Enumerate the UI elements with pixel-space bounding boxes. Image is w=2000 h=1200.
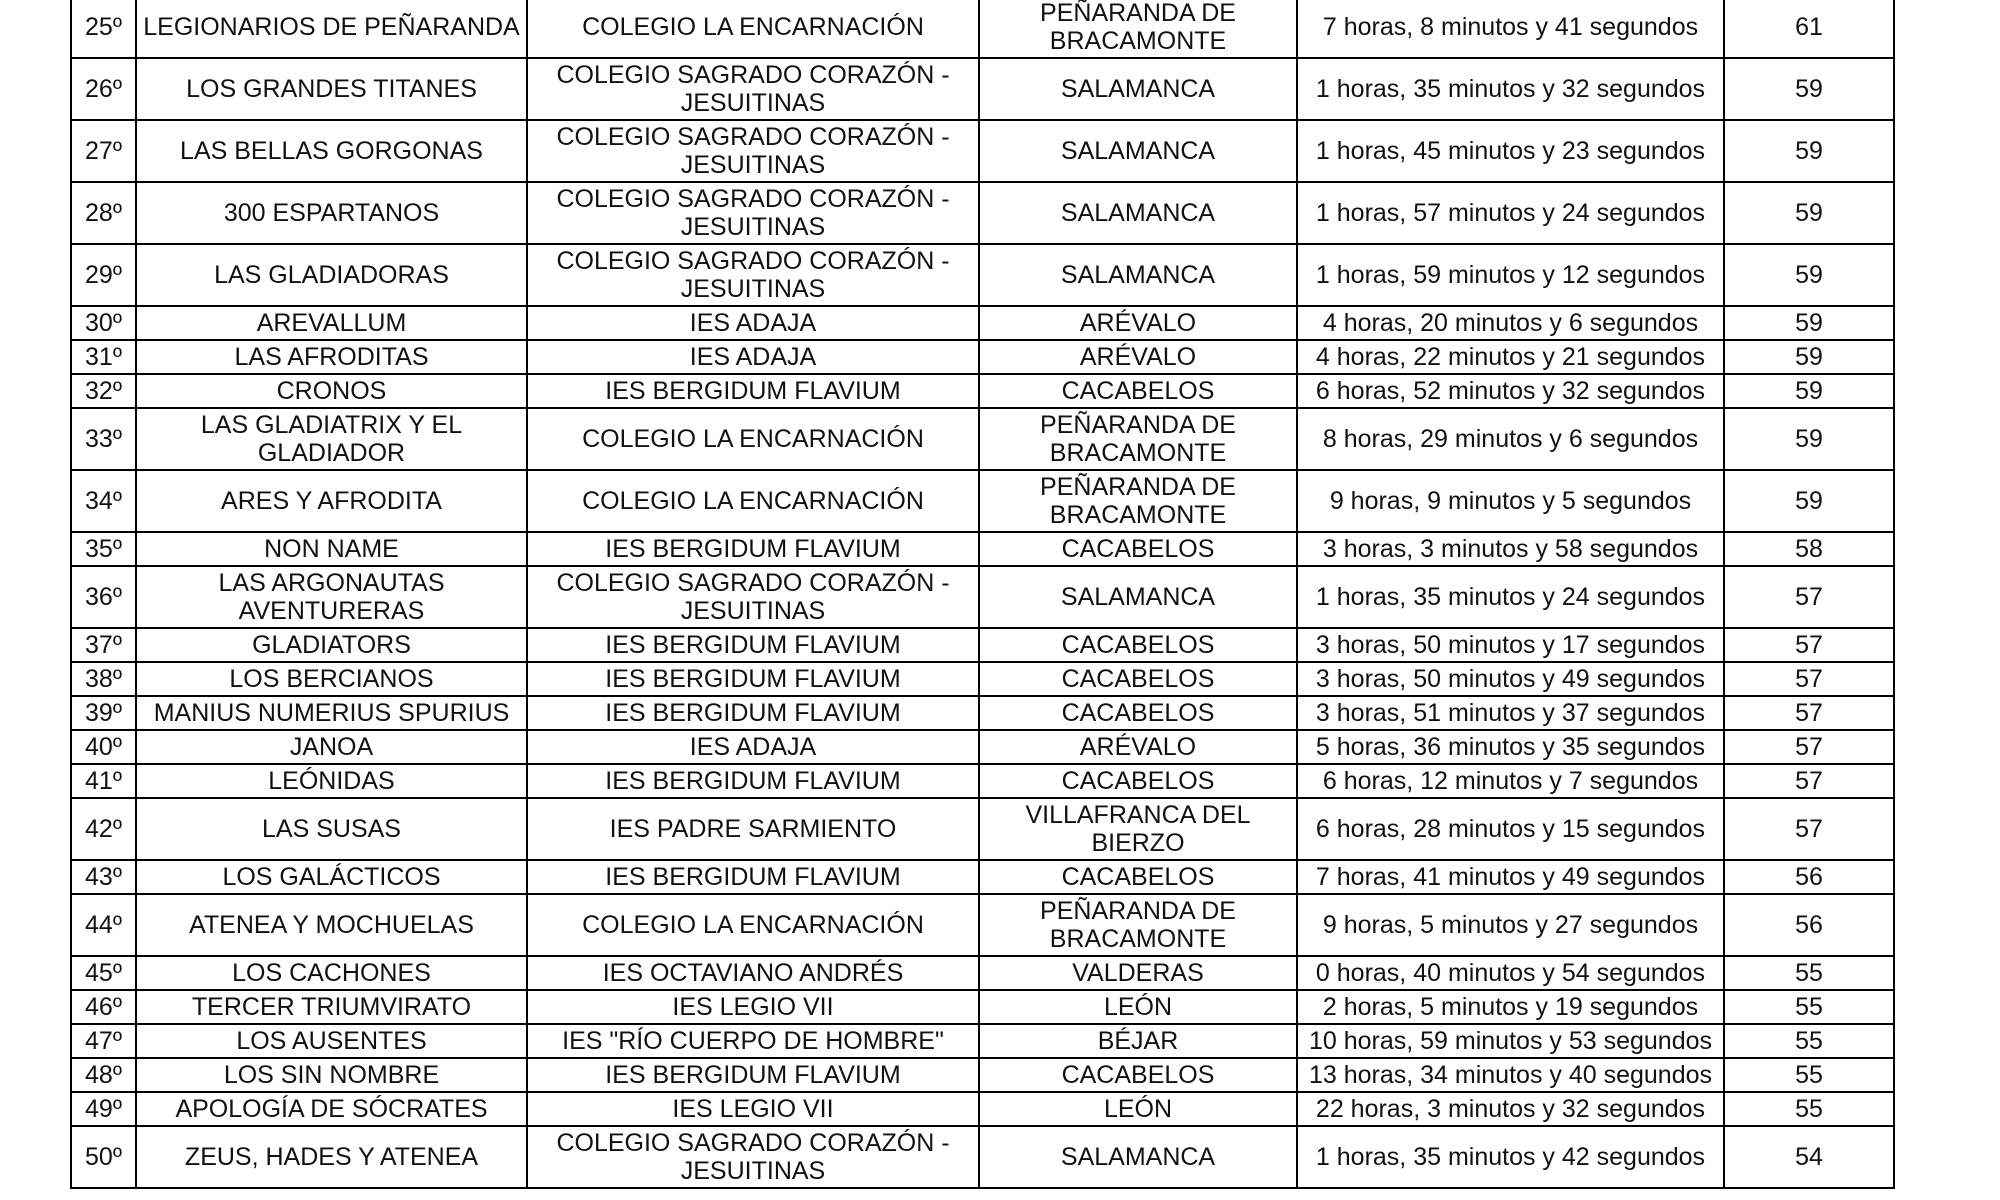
- ranking-table: [70, 0, 1895, 1189]
- points-cell: 55: [1724, 990, 1894, 1024]
- position-cell: 29º: [71, 244, 136, 306]
- points-cell: 57: [1724, 798, 1894, 860]
- city-cell: CACABELOS: [979, 764, 1297, 798]
- position-cell: 49º: [71, 1092, 136, 1126]
- position-cell: 32º: [71, 374, 136, 408]
- table-row: [71, 306, 1894, 340]
- position-cell: 41º: [71, 764, 136, 798]
- table-row: [71, 244, 1894, 306]
- team-cell: MANIUS NUMERIUS SPURIUS: [136, 696, 527, 730]
- team-cell: CRONOS: [136, 374, 527, 408]
- table-row: [71, 0, 1894, 58]
- team-cell: LAS GLADIADORAS: [136, 244, 527, 306]
- school-cell: IES LEGIO VII: [527, 1092, 979, 1126]
- time-cell: 13 horas, 34 minutos y 40 segundos: [1297, 1058, 1724, 1092]
- points-cell: 59: [1724, 408, 1894, 470]
- position-cell: 39º: [71, 696, 136, 730]
- team-cell: JANOA: [136, 730, 527, 764]
- city-cell: SALAMANCA: [979, 244, 1297, 306]
- school-cell: COLEGIO SAGRADO CORAZÓN - JESUITINAS: [527, 182, 979, 244]
- team-cell: LOS CACHONES: [136, 956, 527, 990]
- team-cell: LOS GALÁCTICOS: [136, 860, 527, 894]
- school-cell: IES BERGIDUM FLAVIUM: [527, 764, 979, 798]
- points-cell: 59: [1724, 470, 1894, 532]
- team-cell: LEGIONARIOS DE PEÑARANDA: [136, 0, 527, 58]
- position-cell: 30º: [71, 306, 136, 340]
- team-cell: LOS GRANDES TITANES: [136, 58, 527, 120]
- school-cell: COLEGIO LA ENCARNACIÓN: [527, 894, 979, 956]
- time-cell: 3 horas, 51 minutos y 37 segundos: [1297, 696, 1724, 730]
- school-cell: IES BERGIDUM FLAVIUM: [527, 696, 979, 730]
- time-cell: 22 horas, 3 minutos y 32 segundos: [1297, 1092, 1724, 1126]
- city-cell: PEÑARANDA DE BRACAMONTE: [979, 894, 1297, 956]
- school-cell: IES BERGIDUM FLAVIUM: [527, 374, 979, 408]
- city-cell: CACABELOS: [979, 860, 1297, 894]
- table-row: [71, 662, 1894, 696]
- school-cell: COLEGIO SAGRADO CORAZÓN - JESUITINAS: [527, 120, 979, 182]
- time-cell: 0 horas, 40 minutos y 54 segundos: [1297, 956, 1724, 990]
- position-cell: 36º: [71, 566, 136, 628]
- table-row: [71, 470, 1894, 532]
- table-row: [71, 182, 1894, 244]
- table-row: [71, 374, 1894, 408]
- points-cell: 59: [1724, 374, 1894, 408]
- time-cell: 1 horas, 57 minutos y 24 segundos: [1297, 182, 1724, 244]
- table-row: [71, 990, 1894, 1024]
- team-cell: LAS AFRODITAS: [136, 340, 527, 374]
- school-cell: IES BERGIDUM FLAVIUM: [527, 662, 979, 696]
- time-cell: 1 horas, 35 minutos y 42 segundos: [1297, 1126, 1724, 1188]
- team-cell: LAS GLADIATRIX Y EL GLADIADOR: [136, 408, 527, 470]
- table-row: [71, 408, 1894, 470]
- position-cell: 40º: [71, 730, 136, 764]
- position-cell: 31º: [71, 340, 136, 374]
- table-row: [71, 532, 1894, 566]
- table-row: [71, 566, 1894, 628]
- position-cell: 50º: [71, 1126, 136, 1188]
- position-cell: 46º: [71, 990, 136, 1024]
- points-cell: 61: [1724, 0, 1894, 58]
- time-cell: 3 horas, 50 minutos y 49 segundos: [1297, 662, 1724, 696]
- time-cell: 1 horas, 45 minutos y 23 segundos: [1297, 120, 1724, 182]
- city-cell: CACABELOS: [979, 1058, 1297, 1092]
- table-row: [71, 340, 1894, 374]
- points-cell: 59: [1724, 244, 1894, 306]
- table-row: [71, 730, 1894, 764]
- time-cell: 6 horas, 28 minutos y 15 segundos: [1297, 798, 1724, 860]
- team-cell: LOS BERCIANOS: [136, 662, 527, 696]
- position-cell: 44º: [71, 894, 136, 956]
- school-cell: IES BERGIDUM FLAVIUM: [527, 860, 979, 894]
- table-row: [71, 120, 1894, 182]
- table-row: [71, 764, 1894, 798]
- school-cell: COLEGIO LA ENCARNACIÓN: [527, 470, 979, 532]
- position-cell: 43º: [71, 860, 136, 894]
- school-cell: COLEGIO SAGRADO CORAZÓN - JESUITINAS: [527, 1126, 979, 1188]
- team-cell: ZEUS, HADES Y ATENEA: [136, 1126, 527, 1188]
- points-cell: 57: [1724, 730, 1894, 764]
- position-cell: 33º: [71, 408, 136, 470]
- time-cell: 1 horas, 35 minutos y 24 segundos: [1297, 566, 1724, 628]
- points-cell: 59: [1724, 340, 1894, 374]
- school-cell: COLEGIO LA ENCARNACIÓN: [527, 408, 979, 470]
- points-cell: 57: [1724, 764, 1894, 798]
- team-cell: AREVALLUM: [136, 306, 527, 340]
- table-row: [71, 894, 1894, 956]
- school-cell: COLEGIO LA ENCARNACIÓN: [527, 0, 979, 58]
- city-cell: SALAMANCA: [979, 1126, 1297, 1188]
- position-cell: 35º: [71, 532, 136, 566]
- table-row: [71, 860, 1894, 894]
- school-cell: IES ADAJA: [527, 340, 979, 374]
- points-cell: 55: [1724, 956, 1894, 990]
- table-row: [71, 628, 1894, 662]
- team-cell: LOS SIN NOMBRE: [136, 1058, 527, 1092]
- position-cell: 26º: [71, 58, 136, 120]
- position-cell: 45º: [71, 956, 136, 990]
- city-cell: CACABELOS: [979, 662, 1297, 696]
- school-cell: IES OCTAVIANO ANDRÉS: [527, 956, 979, 990]
- position-cell: 47º: [71, 1024, 136, 1058]
- time-cell: 10 horas, 59 minutos y 53 segundos: [1297, 1024, 1724, 1058]
- school-cell: IES ADAJA: [527, 730, 979, 764]
- city-cell: ARÉVALO: [979, 340, 1297, 374]
- team-cell: LAS ARGONAUTAS AVENTURERAS: [136, 566, 527, 628]
- time-cell: 7 horas, 41 minutos y 49 segundos: [1297, 860, 1724, 894]
- points-cell: 56: [1724, 894, 1894, 956]
- school-cell: IES BERGIDUM FLAVIUM: [527, 1058, 979, 1092]
- city-cell: CACABELOS: [979, 374, 1297, 408]
- school-cell: IES PADRE SARMIENTO: [527, 798, 979, 860]
- time-cell: 6 horas, 12 minutos y 7 segundos: [1297, 764, 1724, 798]
- table-row: [71, 58, 1894, 120]
- time-cell: 8 horas, 29 minutos y 6 segundos: [1297, 408, 1724, 470]
- city-cell: LEÓN: [979, 990, 1297, 1024]
- team-cell: LEÓNIDAS: [136, 764, 527, 798]
- points-cell: 59: [1724, 306, 1894, 340]
- time-cell: 3 horas, 50 minutos y 17 segundos: [1297, 628, 1724, 662]
- time-cell: 1 horas, 59 minutos y 12 segundos: [1297, 244, 1724, 306]
- time-cell: 3 horas, 3 minutos y 58 segundos: [1297, 532, 1724, 566]
- city-cell: PEÑARANDA DE BRACAMONTE: [979, 0, 1297, 58]
- school-cell: IES BERGIDUM FLAVIUM: [527, 532, 979, 566]
- city-cell: SALAMANCA: [979, 566, 1297, 628]
- points-cell: 57: [1724, 662, 1894, 696]
- points-cell: 56: [1724, 860, 1894, 894]
- time-cell: 4 horas, 22 minutos y 21 segundos: [1297, 340, 1724, 374]
- time-cell: 1 horas, 35 minutos y 32 segundos: [1297, 58, 1724, 120]
- team-cell: 300 ESPARTANOS: [136, 182, 527, 244]
- city-cell: ARÉVALO: [979, 306, 1297, 340]
- position-cell: 38º: [71, 662, 136, 696]
- position-cell: 48º: [71, 1058, 136, 1092]
- team-cell: GLADIATORS: [136, 628, 527, 662]
- city-cell: SALAMANCA: [979, 182, 1297, 244]
- city-cell: PEÑARANDA DE BRACAMONTE: [979, 470, 1297, 532]
- table-row: [71, 1092, 1894, 1126]
- city-cell: LEÓN: [979, 1092, 1297, 1126]
- city-cell: VALDERAS: [979, 956, 1297, 990]
- city-cell: SALAMANCA: [979, 120, 1297, 182]
- table-row: [71, 696, 1894, 730]
- table-row: [71, 956, 1894, 990]
- time-cell: 5 horas, 36 minutos y 35 segundos: [1297, 730, 1724, 764]
- points-cell: 59: [1724, 182, 1894, 244]
- position-cell: 34º: [71, 470, 136, 532]
- team-cell: TERCER TRIUMVIRATO: [136, 990, 527, 1024]
- position-cell: 25º: [71, 0, 136, 58]
- team-cell: LAS BELLAS GORGONAS: [136, 120, 527, 182]
- position-cell: 27º: [71, 120, 136, 182]
- school-cell: IES LEGIO VII: [527, 990, 979, 1024]
- city-cell: ARÉVALO: [979, 730, 1297, 764]
- position-cell: 37º: [71, 628, 136, 662]
- team-cell: LAS SUSAS: [136, 798, 527, 860]
- school-cell: IES BERGIDUM FLAVIUM: [527, 628, 979, 662]
- city-cell: CACABELOS: [979, 696, 1297, 730]
- team-cell: NON NAME: [136, 532, 527, 566]
- points-cell: 57: [1724, 628, 1894, 662]
- points-cell: 57: [1724, 696, 1894, 730]
- time-cell: 6 horas, 52 minutos y 32 segundos: [1297, 374, 1724, 408]
- team-cell: ARES Y AFRODITA: [136, 470, 527, 532]
- school-cell: COLEGIO SAGRADO CORAZÓN - JESUITINAS: [527, 566, 979, 628]
- city-cell: BÉJAR: [979, 1024, 1297, 1058]
- city-cell: VILLAFRANCA DEL BIERZO: [979, 798, 1297, 860]
- time-cell: 9 horas, 9 minutos y 5 segundos: [1297, 470, 1724, 532]
- points-cell: 59: [1724, 58, 1894, 120]
- table-row: [71, 1126, 1894, 1188]
- school-cell: COLEGIO SAGRADO CORAZÓN - JESUITINAS: [527, 58, 979, 120]
- ranking-table-body: [71, 0, 1894, 1188]
- city-cell: PEÑARANDA DE BRACAMONTE: [979, 408, 1297, 470]
- position-cell: 28º: [71, 182, 136, 244]
- points-cell: 57: [1724, 566, 1894, 628]
- team-cell: LOS AUSENTES: [136, 1024, 527, 1058]
- time-cell: 4 horas, 20 minutos y 6 segundos: [1297, 306, 1724, 340]
- team-cell: APOLOGÍA DE SÓCRATES: [136, 1092, 527, 1126]
- points-cell: 55: [1724, 1058, 1894, 1092]
- city-cell: CACABELOS: [979, 532, 1297, 566]
- time-cell: 2 horas, 5 minutos y 19 segundos: [1297, 990, 1724, 1024]
- points-cell: 58: [1724, 532, 1894, 566]
- team-cell: ATENEA Y MOCHUELAS: [136, 894, 527, 956]
- school-cell: IES "RÍO CUERPO DE HOMBRE": [527, 1024, 979, 1058]
- table-row: [71, 1024, 1894, 1058]
- points-cell: 59: [1724, 120, 1894, 182]
- position-cell: 42º: [71, 798, 136, 860]
- city-cell: SALAMANCA: [979, 58, 1297, 120]
- points-cell: 55: [1724, 1024, 1894, 1058]
- table-row: [71, 798, 1894, 860]
- table-row: [71, 1058, 1894, 1092]
- school-cell: COLEGIO SAGRADO CORAZÓN - JESUITINAS: [527, 244, 979, 306]
- city-cell: CACABELOS: [979, 628, 1297, 662]
- school-cell: IES ADAJA: [527, 306, 979, 340]
- points-cell: 55: [1724, 1092, 1894, 1126]
- time-cell: 7 horas, 8 minutos y 41 segundos: [1297, 0, 1724, 58]
- time-cell: 9 horas, 5 minutos y 27 segundos: [1297, 894, 1724, 956]
- points-cell: 54: [1724, 1126, 1894, 1188]
